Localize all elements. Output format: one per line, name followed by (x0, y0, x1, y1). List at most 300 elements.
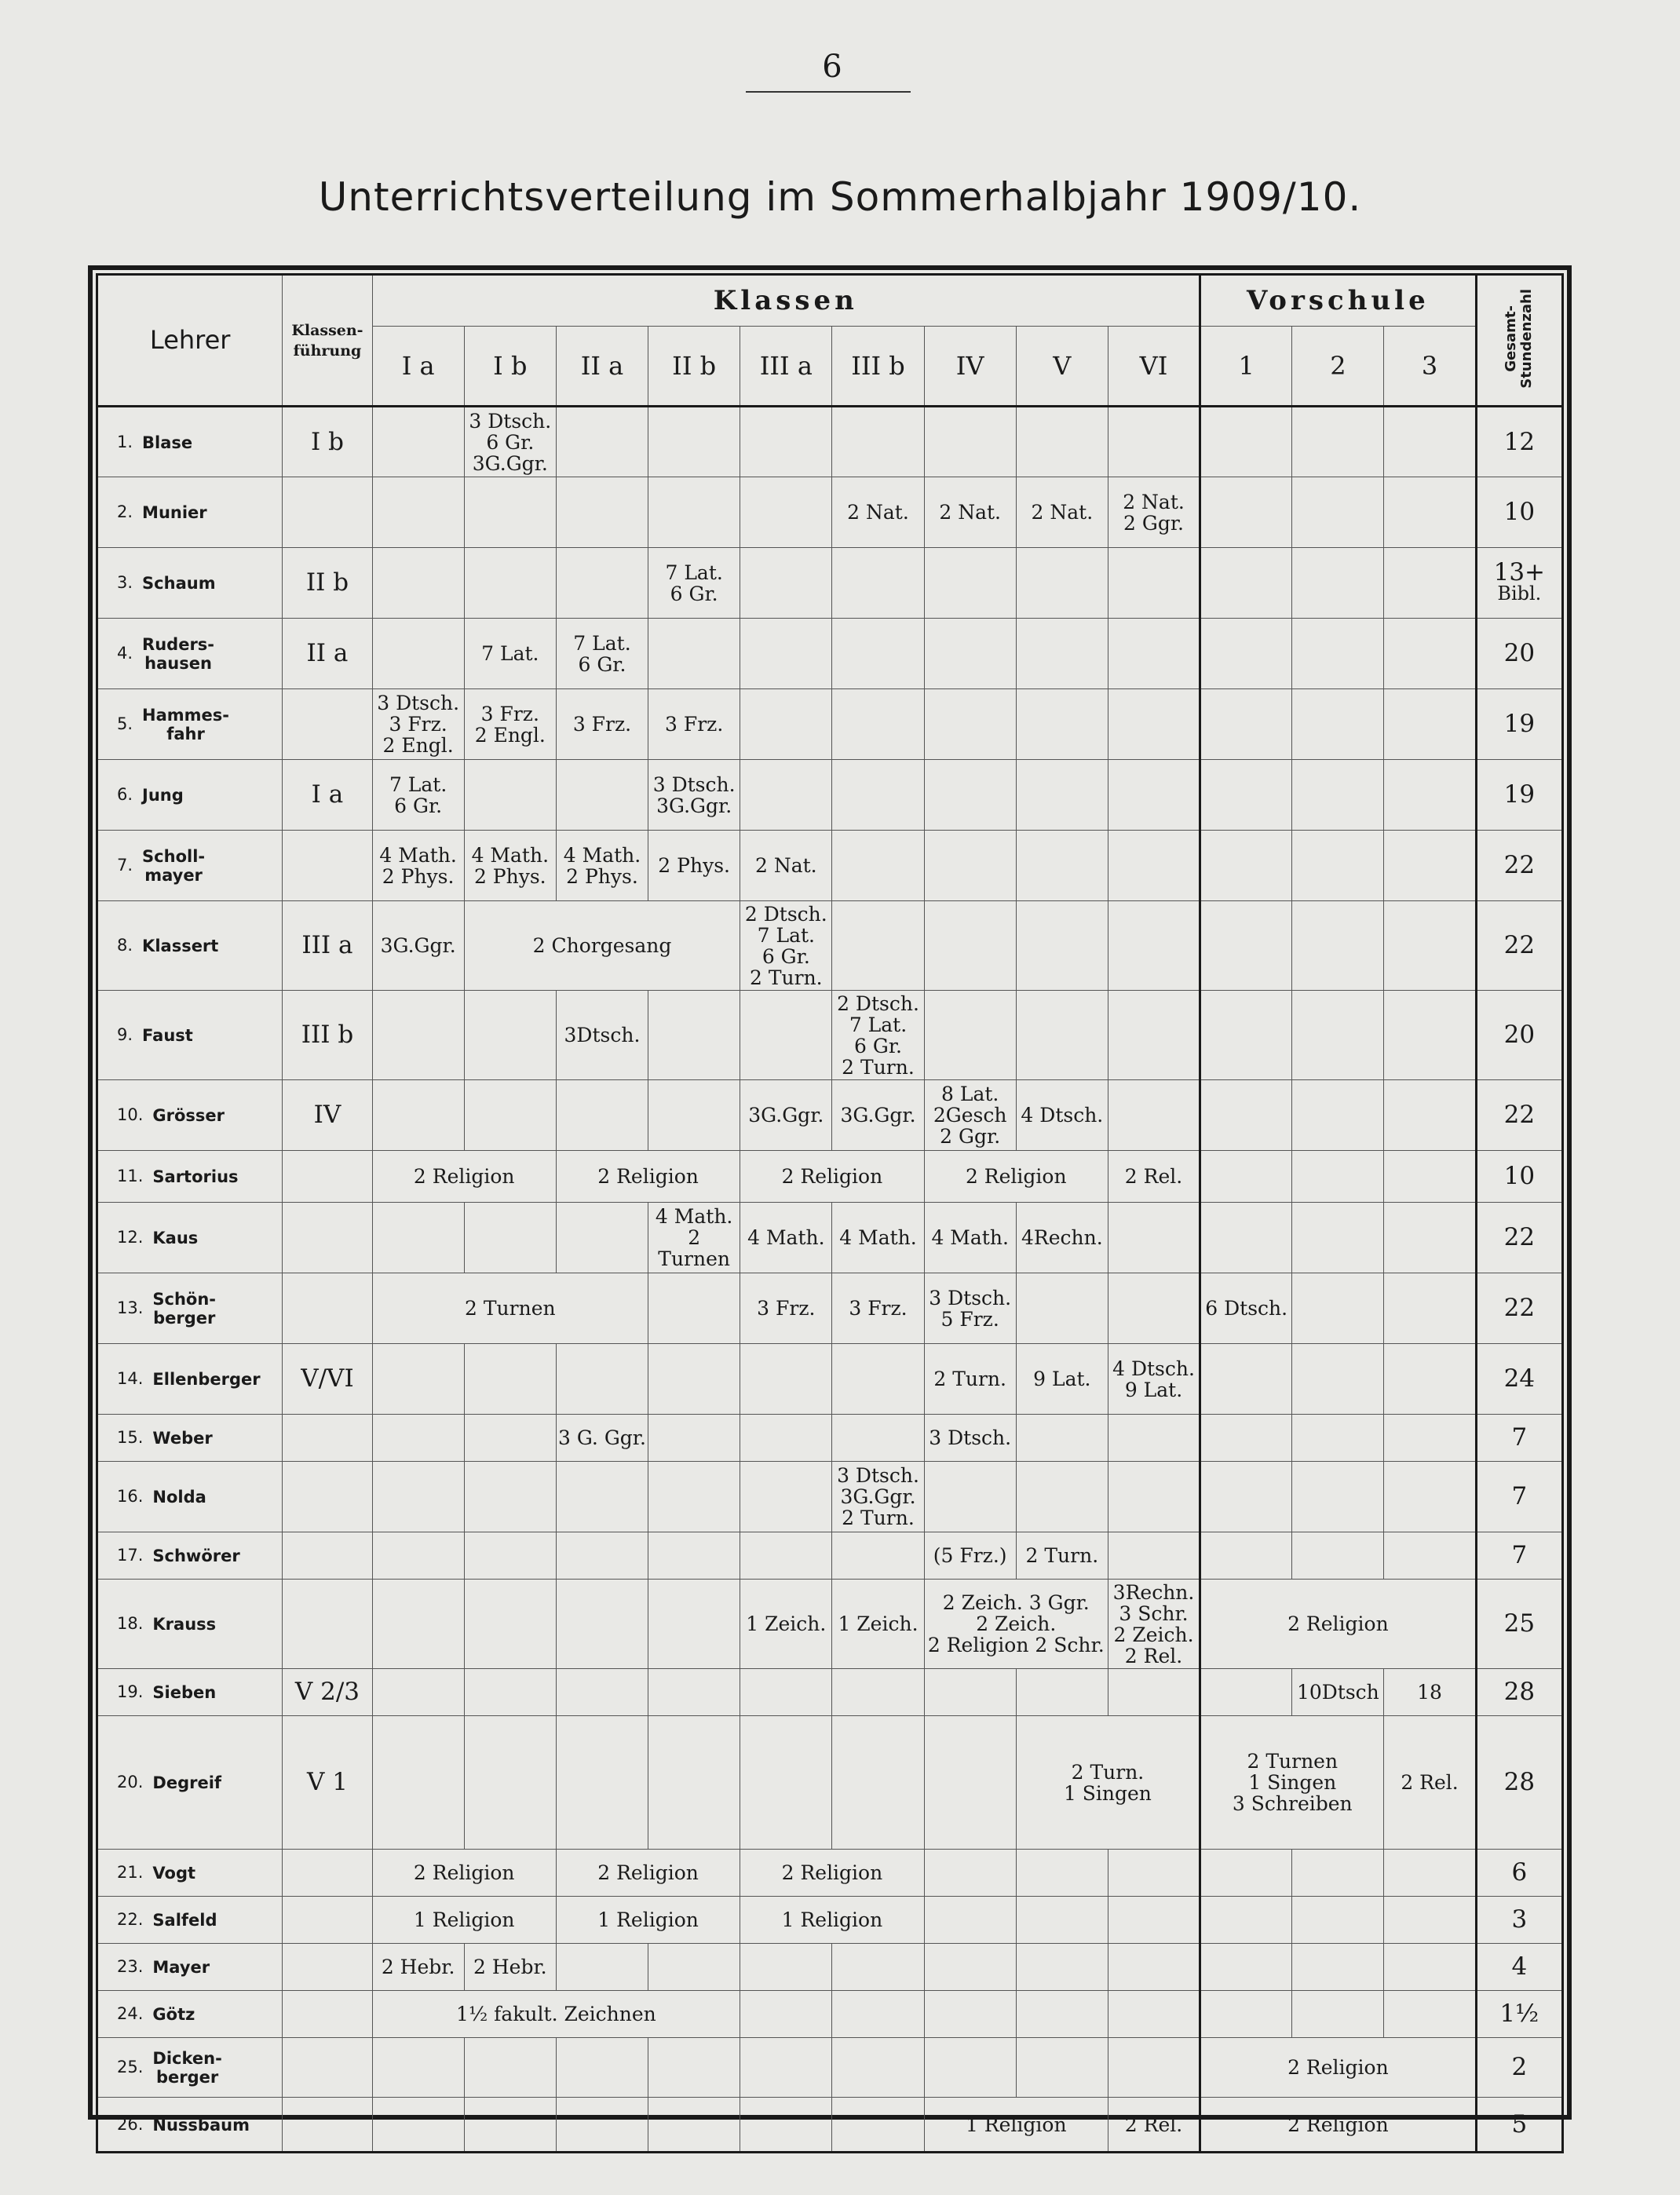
schedule-cell (740, 1716, 832, 1850)
total-hours: 22 (1503, 1101, 1536, 1129)
schedule-cell (1108, 1850, 1200, 1897)
header-total: Gesamt- Stundenzahl (1476, 275, 1562, 407)
schedule-cell (648, 1669, 740, 1716)
teacher-row (97, 477, 1563, 548)
schedule-cell (464, 548, 556, 619)
schedule-cell (372, 1669, 464, 1716)
schedule-cell: 8 Lat. 2Gesch 2 Ggr. (924, 1080, 1016, 1151)
teacher-name: Hammes- fahr (142, 705, 230, 743)
teacher-row (97, 1462, 1563, 1532)
schedule-cell: 3 Frz. (556, 689, 648, 760)
teacher-number: 7. (117, 855, 133, 875)
class-lead-cell (283, 1151, 372, 1203)
teacher-row (97, 1897, 1563, 1944)
schedule-cell (372, 1580, 464, 1669)
teacher-name-cell (97, 2038, 283, 2098)
schedule-cell: 1 Zeich. (832, 1580, 924, 1669)
schedule-cell: 2 Nat. (740, 831, 832, 901)
schedule-cell: 4 Dtsch. 9 Lat. (1108, 1344, 1200, 1415)
schedule-cell (924, 2038, 1016, 2098)
schedule-cell (1292, 1415, 1384, 1462)
class-lead-cell: II b (283, 548, 372, 619)
schedule-cell (1292, 760, 1384, 831)
schedule-cell: 3 Dtsch. 6 Gr. 3G.Ggr. (464, 407, 556, 477)
schedule-cell (1016, 1897, 1108, 1944)
schedule-cell (1292, 1273, 1384, 1344)
schedule-cell (464, 1203, 556, 1273)
schedule-cell (1108, 1669, 1200, 1716)
schedule-cell: 2 Nat. 2 Ggr. (1108, 477, 1200, 548)
teacher-name-cell (97, 407, 283, 477)
schedule-cell: 3G.Ggr. (832, 1080, 924, 1151)
schedule-cell: 9 Lat. (1016, 1344, 1108, 1415)
schedule-cell (1016, 2038, 1108, 2098)
schedule-cell (1384, 1273, 1476, 1344)
schedule-cell: 2 Hebr. (372, 1944, 464, 1991)
schedule-cell: 2 Turn. (1016, 1532, 1108, 1580)
schedule-cell (556, 1716, 648, 1850)
class-lead-cell (283, 1532, 372, 1580)
schedule-cell (1108, 1944, 1200, 1991)
total-hours-cell (1476, 1850, 1562, 1897)
teacher-row (97, 1716, 1563, 1850)
schedule-cell: 3 Frz. 2 Engl. (464, 689, 556, 760)
schedule-cell (464, 760, 556, 831)
total-hours: 22 (1503, 1223, 1536, 1251)
teacher-name: Blase (142, 433, 193, 452)
schedule-cell (372, 1415, 464, 1462)
teacher-name: Nolda (152, 1488, 206, 1507)
teacher-name-cell (97, 1415, 283, 1462)
teacher-number: 22. (117, 1910, 144, 1929)
schedule-cell (1384, 689, 1476, 760)
class-lead-cell: V/VI (283, 1344, 372, 1415)
schedule-cell (1384, 1462, 1476, 1532)
schedule-cell (1292, 1344, 1384, 1415)
teacher-name: Götz (152, 2005, 195, 2024)
header-class-4: III a (740, 327, 832, 407)
schedule-cell (924, 689, 1016, 760)
teacher-name: Ruders- hausen (142, 634, 215, 673)
schedule-cell (1200, 991, 1292, 1080)
schedule-cell: 3Dtsch. (556, 991, 648, 1080)
schedule-cell (740, 1944, 832, 1991)
schedule-cell (1108, 991, 1200, 1080)
schedule-cell (740, 991, 832, 1080)
schedule-cell (832, 2098, 924, 2153)
schedule-cell (372, 548, 464, 619)
total-hours: 7 (1511, 1423, 1528, 1452)
teacher-name: Mayer (152, 1958, 210, 1977)
total-hours: 7 (1511, 1482, 1528, 1510)
schedule-cell: 1 Religion (740, 1897, 924, 1944)
schedule-cell: 2 Religion (1200, 1580, 1477, 1669)
schedule-cell (464, 1415, 556, 1462)
schedule-cell (1200, 1944, 1292, 1991)
schedule-cell: 7 Lat. 6 Gr. (648, 548, 740, 619)
teacher-name: Jung (142, 786, 184, 805)
schedule-cell (740, 407, 832, 477)
schedule-cell (648, 477, 740, 548)
schedule-cell (1200, 831, 1292, 901)
schedule-cell (556, 2038, 648, 2098)
total-hours-cell (1476, 548, 1562, 619)
schedule-cell (1292, 548, 1384, 619)
schedule-cell (924, 831, 1016, 901)
schedule-cell (924, 991, 1016, 1080)
teacher-name-cell (97, 1080, 283, 1151)
header-vorschule-2: 2 (1292, 327, 1384, 407)
schedule-cell (1108, 1897, 1200, 1944)
teacher-row (97, 1991, 1563, 2038)
schedule-cell (1108, 901, 1200, 991)
schedule-cell (372, 407, 464, 477)
schedule-cell: 2 Dtsch. 7 Lat. 6 Gr. 2 Turn. (832, 991, 924, 1080)
total-hours-cell (1476, 901, 1562, 991)
schedule-cell (924, 1716, 1016, 1850)
teacher-name-cell (97, 901, 283, 991)
schedule-cell: 7 Lat. (464, 619, 556, 689)
teacher-number: 6. (117, 785, 133, 804)
total-hours-cell (1476, 1897, 1562, 1944)
class-lead-cell (283, 689, 372, 760)
teacher-name-cell (97, 2098, 283, 2153)
total-hours-cell (1476, 1944, 1562, 1991)
schedule-cell (1292, 477, 1384, 548)
schedule-cell: 2 Religion (740, 1151, 924, 1203)
schedule-cell (464, 991, 556, 1080)
schedule-cell (1108, 1415, 1200, 1462)
class-lead-cell: V 2/3 (283, 1669, 372, 1716)
total-hours: 28 (1503, 1768, 1536, 1796)
teacher-name: Schwörer (152, 1547, 240, 1565)
schedule-cell (740, 760, 832, 831)
schedule-cell: 3Rechn. 3 Schr. 2 Zeich. 2 Rel. (1108, 1580, 1200, 1669)
schedule-cell (556, 1080, 648, 1151)
schedule-cell (372, 619, 464, 689)
class-lead-cell (283, 1203, 372, 1273)
schedule-cell (556, 1344, 648, 1415)
schedule-cell (1016, 548, 1108, 619)
class-lead-cell (283, 1897, 372, 1944)
teacher-name-cell (97, 1462, 283, 1532)
schedule-cell (1016, 831, 1108, 901)
header-class-6: IV (924, 327, 1016, 407)
schedule-cell (1108, 831, 1200, 901)
schedule-cell (740, 1669, 832, 1716)
schedule-cell (1108, 1273, 1200, 1344)
schedule-cell: 2 Religion (1200, 2038, 1477, 2098)
header-klassen: Klassen (372, 275, 1200, 327)
header-teacher: Lehrer (97, 275, 283, 407)
header-class-7: V (1016, 327, 1108, 407)
teacher-name: Grösser (152, 1106, 225, 1125)
teacher-name-cell (97, 1669, 283, 1716)
schedule-cell (556, 1944, 648, 1991)
total-hours-cell (1476, 2098, 1562, 2153)
schedule-cell (924, 1991, 1016, 2038)
schedule-cell: 4 Math. 2 Turnen (648, 1203, 740, 1273)
schedule-cell (924, 1669, 1016, 1716)
schedule-cell (1384, 548, 1476, 619)
schedule-cell (556, 1669, 648, 1716)
class-lead-cell: I a (283, 760, 372, 831)
total-hours-cell (1476, 619, 1562, 689)
schedule-cell (1108, 619, 1200, 689)
total-hours: 12 (1503, 427, 1536, 456)
header-class-lead: Klassen- führung (283, 275, 372, 407)
schedule-cell: 6 Dtsch. (1200, 1273, 1292, 1344)
teacher-name-cell (97, 548, 283, 619)
schedule-cell (372, 1344, 464, 1415)
schedule-cell (1108, 1532, 1200, 1580)
total-hours-cell (1476, 1080, 1562, 1151)
total-hours: 22 (1503, 1294, 1536, 1322)
schedule-cell (1200, 477, 1292, 548)
teacher-row (97, 548, 1563, 619)
schedule-cell (1016, 1850, 1108, 1897)
schedule-cell (1292, 991, 1384, 1080)
schedule-cell (1384, 1897, 1476, 1944)
total-hours-cell (1476, 2038, 1562, 2098)
schedule-cell: 2 Turnen 1 Singen 3 Schreiben (1200, 1716, 1384, 1850)
total-hours: 1½ (1499, 2000, 1539, 2028)
teacher-name: Kaus (152, 1229, 199, 1247)
class-lead-cell (283, 1273, 372, 1344)
total-hours: 22 (1503, 851, 1536, 879)
teacher-name-cell (97, 1991, 283, 2038)
teacher-name: Schaum (142, 574, 216, 593)
schedule-cell: 1 Zeich. (740, 1580, 832, 1669)
schedule-cell (1200, 548, 1292, 619)
schedule-cell (1016, 901, 1108, 991)
schedule-cell (1200, 1151, 1292, 1203)
schedule-cell (1384, 477, 1476, 548)
teacher-number: 1. (117, 432, 133, 451)
teacher-number: 25. (117, 2057, 144, 2076)
schedule-cell: 3 Frz. (740, 1273, 832, 1344)
schedule-cell (1384, 1344, 1476, 1415)
teacher-name: Sartorius (152, 1167, 239, 1186)
schedule-cell (1016, 1273, 1108, 1344)
schedule-cell (648, 2098, 740, 2153)
teacher-name-cell (97, 991, 283, 1080)
schedule-cell (832, 1669, 924, 1716)
schedule-cell (1292, 1991, 1384, 2038)
schedule-cell (832, 619, 924, 689)
schedule-cell (1200, 760, 1292, 831)
schedule-cell (1200, 1669, 1292, 1716)
total-hours-cell (1476, 1415, 1562, 1462)
header-vorschule: Vorschule (1200, 275, 1477, 327)
schedule-cell (648, 407, 740, 477)
schedule-cell (1292, 1203, 1384, 1273)
schedule-cell (832, 548, 924, 619)
class-lead-cell (283, 1991, 372, 2038)
schedule-cell (1384, 1151, 1476, 1203)
schedule-cell (556, 2098, 648, 2153)
schedule-cell: 2 Rel. (1384, 1716, 1476, 1850)
schedule-cell: 2 Turn. 1 Singen (1016, 1716, 1200, 1850)
page-number: 6 (822, 49, 842, 85)
schedule-cell: 2 Religion (1200, 2098, 1477, 2153)
teacher-name: Schön- berger (152, 1289, 217, 1328)
teacher-row (97, 1080, 1563, 1151)
total-hours: 6 (1511, 1858, 1528, 1886)
schedule-cell (740, 1462, 832, 1532)
schedule-cell (464, 2098, 556, 2153)
teacher-name-cell (97, 1532, 283, 1580)
total-hours: 3 (1511, 1905, 1528, 1934)
schedule-cell (1108, 2038, 1200, 2098)
schedule-cell (740, 548, 832, 619)
schedule-cell (648, 1462, 740, 1532)
schedule-cell (648, 2038, 740, 2098)
schedule-cell (740, 1532, 832, 1580)
schedule-cell: 4 Math. 2 Phys. (372, 831, 464, 901)
schedule-cell: 4 Math. (740, 1203, 832, 1273)
total-hours-cell (1476, 1991, 1562, 2038)
schedule-cell (1384, 991, 1476, 1080)
schedule-cell: 2 Turnen (372, 1273, 648, 1344)
schedule-cell (556, 1203, 648, 1273)
schedule-cell: 4Rechn. (1016, 1203, 1108, 1273)
schedule-cell (740, 2098, 832, 2153)
schedule-cell: 4 Math. (924, 1203, 1016, 1273)
schedule-cell (924, 1850, 1016, 1897)
schedule-cell: 1 Religion (372, 1897, 556, 1944)
schedule-cell (1200, 1850, 1292, 1897)
teacher-number: 3. (117, 573, 133, 592)
teacher-number: 26. (117, 2114, 144, 2134)
schedule-cell: 2 Rel. (1108, 2098, 1200, 2153)
teacher-name-cell (97, 1850, 283, 1897)
schedule-cell: 18 (1384, 1669, 1476, 1716)
schedule-cell (1200, 407, 1292, 477)
schedule-cell (556, 1462, 648, 1532)
schedule-cell (648, 1415, 740, 1462)
schedule-cell (1200, 1080, 1292, 1151)
total-hours: 2 (1511, 2053, 1528, 2081)
schedule-cell (1108, 1462, 1200, 1532)
schedule-cell: 4 Math. (832, 1203, 924, 1273)
teacher-name: Salfeld (152, 1911, 217, 1930)
teacher-row (97, 831, 1563, 901)
schedule-cell (372, 1462, 464, 1532)
teacher-name-cell (97, 1203, 283, 1273)
total-hours: 7 (1511, 1541, 1528, 1569)
total-hours: 25 (1503, 1609, 1536, 1638)
schedule-cell (1384, 1991, 1476, 2038)
schedule-cell (372, 1203, 464, 1273)
teacher-number: 24. (117, 2004, 144, 2023)
page-title: Unterrichtsverteilung im Sommerhalbjahr 1909/10. (318, 174, 1362, 220)
schedule-cell (648, 1580, 740, 1669)
schedule-cell (372, 2098, 464, 2153)
schedule-cell (1016, 1991, 1108, 2038)
schedule-cell (464, 477, 556, 548)
schedule-cell: 2 Nat. (832, 477, 924, 548)
total-hours: 4 (1511, 1952, 1528, 1981)
schedule-cell (372, 1532, 464, 1580)
total-hours-cell (1476, 407, 1562, 477)
schedule-cell (1292, 619, 1384, 689)
total-hours-cell (1476, 1273, 1562, 1344)
teacher-number: 9. (117, 1025, 133, 1044)
schedule-cell: 1 Religion (556, 1897, 740, 1944)
schedule-cell (1200, 1462, 1292, 1532)
teacher-row (97, 760, 1563, 831)
schedule-cell (556, 1532, 648, 1580)
teacher-row (97, 1944, 1563, 1991)
schedule-cell: 2 Religion (372, 1151, 556, 1203)
total-hours: 13+ (1493, 557, 1546, 586)
total-hours: 10 (1503, 1162, 1536, 1190)
teacher-name-cell (97, 1580, 283, 1669)
header-class-3: II b (648, 327, 740, 407)
schedule-cell (1384, 407, 1476, 477)
header-vorschule-3: 3 (1384, 327, 1476, 407)
header-class-8: VI (1108, 327, 1200, 407)
teacher-number: 13. (117, 1298, 144, 1317)
schedule-cell (924, 1944, 1016, 1991)
schedule-cell (1200, 1897, 1292, 1944)
total-hours: 19 (1503, 710, 1536, 738)
schedule-cell: 2 Religion (556, 1850, 740, 1897)
total-hours: 20 (1503, 1021, 1536, 1049)
class-lead-cell (283, 1850, 372, 1897)
schedule-cell (648, 1080, 740, 1151)
schedule-cell (924, 619, 1016, 689)
schedule-cell: 4 Math. 2 Phys. (556, 831, 648, 901)
teacher-row (97, 1151, 1563, 1203)
schedule-cell: 7 Lat. 6 Gr. (556, 619, 648, 689)
teacher-row (97, 619, 1563, 689)
teacher-name-cell (97, 1151, 283, 1203)
schedule-cell: 3 Dtsch. (924, 1415, 1016, 1462)
schedule-cell: 2 Chorgesang (464, 901, 740, 991)
schedule-cell (556, 760, 648, 831)
schedule-cell (1200, 1203, 1292, 1273)
total-hours-note: Bibl. (1497, 582, 1542, 604)
teacher-name-cell (97, 760, 283, 831)
class-lead-cell: II a (283, 619, 372, 689)
teacher-name-cell (97, 1897, 283, 1944)
teacher-name: Sieben (152, 1683, 217, 1702)
schedule-cell (372, 1716, 464, 1850)
header-class-2: II a (556, 327, 648, 407)
teacher-number: 8. (117, 936, 133, 955)
schedule-cell (1016, 760, 1108, 831)
teacher-row (97, 991, 1563, 1080)
teacher-name: Ellenberger (152, 1370, 261, 1389)
teacher-number: 23. (117, 1957, 144, 1976)
schedule-cell (1292, 1532, 1384, 1580)
total-hours-cell (1476, 1716, 1562, 1850)
teacher-name: Munier (142, 503, 207, 522)
schedule-cell (832, 1991, 924, 2038)
schedule-cell (924, 1462, 1016, 1532)
schedule-table (96, 273, 1564, 2153)
total-hours: 10 (1503, 498, 1536, 526)
schedule-cell (832, 1415, 924, 1462)
schedule-cell: 2 Nat. (1016, 477, 1108, 548)
schedule-cell (372, 1080, 464, 1151)
schedule-cell (464, 2038, 556, 2098)
class-lead-cell: III a (283, 901, 372, 991)
schedule-cell (464, 1669, 556, 1716)
schedule-cell (1292, 1080, 1384, 1151)
